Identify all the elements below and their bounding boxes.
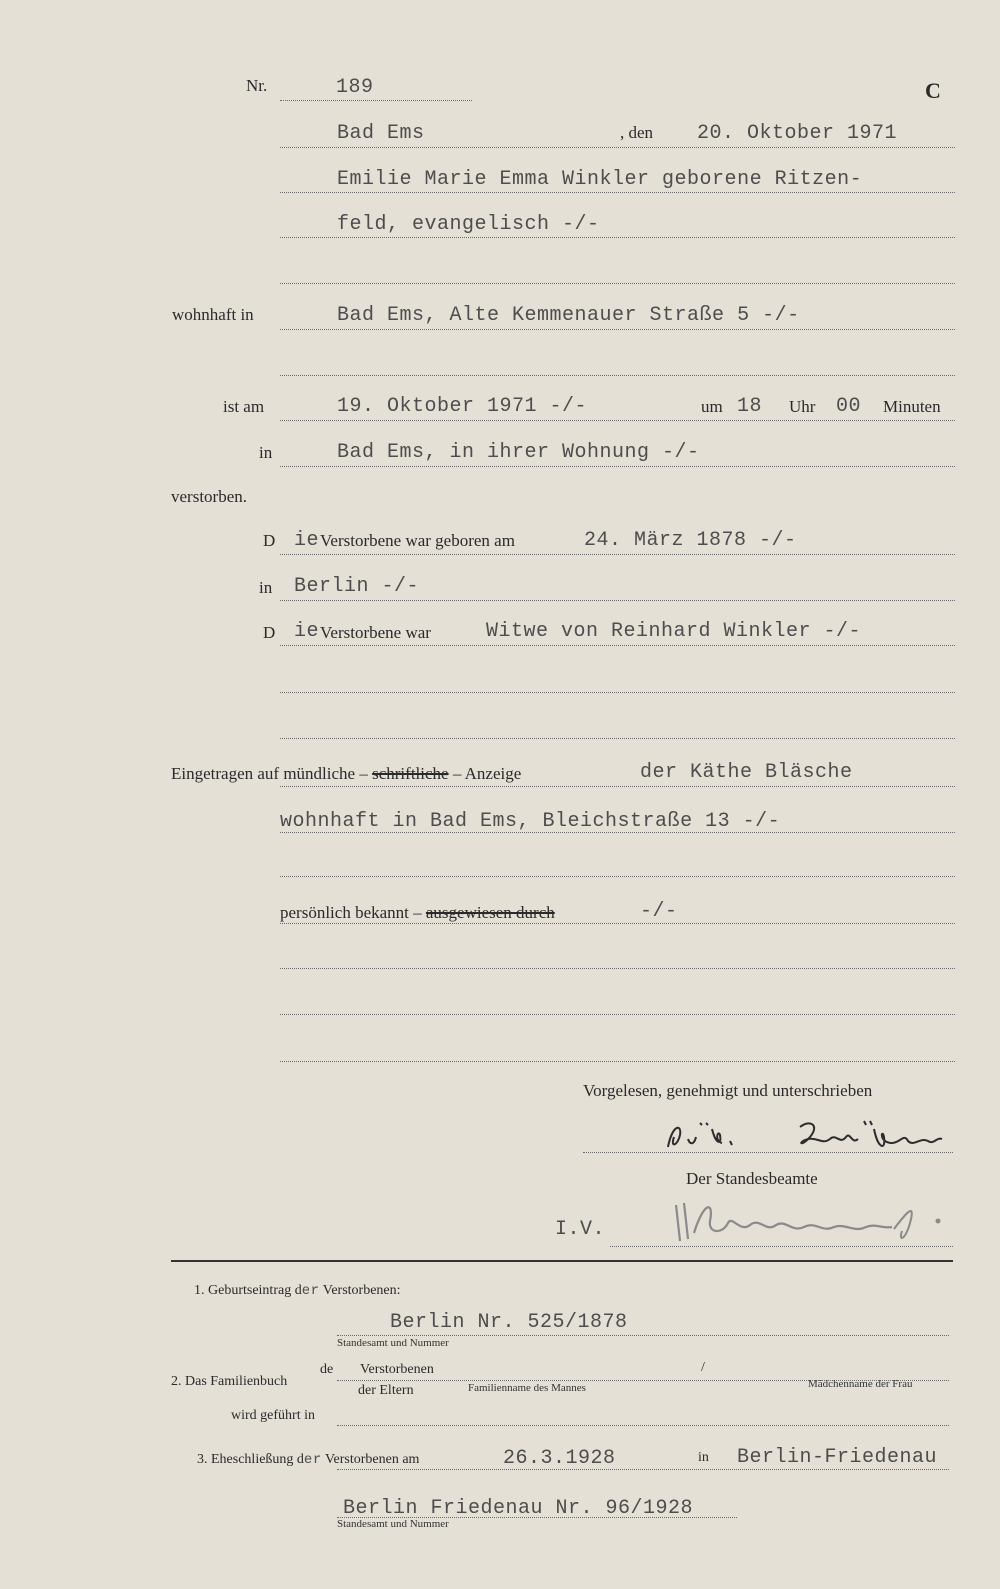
residence-label: wohnhaft in — [172, 305, 254, 324]
marriage-date: 26.3.1928 — [503, 1447, 616, 1470]
marriage-registry-entry: Berlin Friedenau Nr. 96/1928 — [343, 1497, 694, 1520]
signature-line-1 — [583, 1152, 953, 1153]
death-place: Bad Ems, in ihrer Wohnung -/- — [337, 441, 700, 464]
identity-line — [280, 923, 955, 924]
blank-line-7 — [280, 1014, 955, 1015]
death-hour: 18 — [737, 395, 763, 418]
section-divider — [171, 1260, 953, 1262]
birth-ie-typed: ie — [294, 529, 320, 552]
birth-date-line — [280, 554, 955, 555]
deceased-name-line2: feld, evangelisch -/- — [337, 213, 600, 236]
den-label: , den — [620, 123, 654, 142]
name-line2-rule — [280, 237, 955, 238]
death-minutes: 00 — [836, 395, 862, 418]
nr-label: Nr. — [246, 76, 268, 95]
birth-place-label: in — [259, 578, 273, 597]
birth-registry-entry: Berlin Nr. 525/1878 — [390, 1311, 628, 1334]
eingetragen-text: Eingetragen auf mündliche – — [171, 764, 368, 783]
death-place-line — [280, 466, 955, 467]
item3-suffix: Verstorbenen am — [321, 1452, 420, 1467]
deceased-residence: Bad Ems, Alte Kemmenauer Straße 5 -/- — [337, 304, 800, 327]
item3-label-text: 3. Eheschließung d — [197, 1452, 304, 1467]
vorgelesen-text: Vorgelesen, genehmigt und unterschrieben — [583, 1081, 873, 1100]
informant-line — [280, 786, 955, 787]
death-date-label: ist am — [223, 397, 265, 416]
item1-label-text: 1. Geburtseintrag d — [194, 1283, 302, 1298]
item3-label — [197, 1452, 419, 1468]
place-date-line — [280, 147, 955, 148]
item1-line — [337, 1335, 949, 1336]
marriage-place: Berlin-Friedenau — [737, 1446, 938, 1469]
item1-label — [194, 1283, 401, 1299]
maedchenname-caption: Mädchenname der Frau — [808, 1378, 913, 1390]
blank-line-6 — [280, 968, 955, 969]
birth-d-label: D — [263, 531, 276, 550]
informant-name: der Käthe Bläsche — [640, 761, 853, 784]
deceased-name-line1: Emilie Marie Emma Winkler geborene Ritzen- — [337, 168, 863, 191]
blank-line-8 — [280, 1061, 955, 1062]
informant-address-line — [280, 832, 955, 833]
familienname-caption: Familienname des Mannes — [468, 1382, 586, 1394]
birth-place: Berlin -/- — [294, 575, 420, 598]
informant-address: wohnhaft in Bad Ems, Bleichstraße 13 -/- — [280, 810, 781, 833]
item1-typed: er — [301, 1283, 320, 1299]
residence-line — [280, 329, 955, 330]
identity-text: persönlich bekannt – — [280, 903, 422, 922]
blank-line-3 — [280, 692, 955, 693]
status-line — [280, 645, 955, 646]
nr-line — [280, 100, 472, 101]
wird-gefuehrt-label: wird geführt in — [231, 1408, 315, 1423]
name-line1-rule — [280, 192, 955, 193]
status-label: Verstorbene war — [320, 623, 431, 642]
item2-location-line — [337, 1425, 949, 1426]
item3-line — [337, 1469, 949, 1470]
handwritten-signature-registrar — [670, 1193, 950, 1248]
blank-line-5 — [280, 876, 955, 877]
item2-de: de — [320, 1362, 334, 1377]
handwritten-signature-informant — [660, 1115, 950, 1160]
struck-schriftliche: schriftliche — [372, 764, 449, 783]
form-letter: C — [925, 78, 941, 103]
uhr-label: Uhr — [789, 397, 816, 416]
status-ie-typed: ie — [294, 620, 320, 643]
eingetragen-label — [171, 764, 521, 784]
standesbeamte-label: Der Standesbeamte — [686, 1169, 818, 1188]
death-date-line — [280, 420, 955, 421]
iv-label: I.V. — [555, 1218, 606, 1241]
death-place-label: in — [259, 443, 273, 462]
record-number: 189 — [336, 76, 374, 99]
blank-line-2 — [280, 375, 955, 376]
status-d-label: D — [263, 623, 276, 642]
verstorben-label: verstorben. — [171, 487, 248, 506]
blank-line-4 — [280, 738, 955, 739]
death-date: 19. Oktober 1971 -/- — [337, 395, 588, 418]
standesamt-nummer-caption-2: Standesamt und Nummer — [337, 1518, 449, 1530]
birth-label: Verstorbene war geboren am — [320, 531, 515, 550]
registry-date: 20. Oktober 1971 — [697, 122, 898, 145]
item3-in-label: in — [698, 1450, 709, 1465]
item1-suffix: Verstorbenen: — [319, 1283, 401, 1298]
item2-verstorbenen: Verstorbenen — [360, 1362, 434, 1377]
anzeige-text: – Anzeige — [452, 764, 522, 783]
um-label: um — [701, 397, 723, 416]
identity-value: -/- — [640, 900, 678, 923]
struck-ausgewiesen: ausgewiesen durch — [425, 903, 555, 922]
item2-eltern: der Eltern — [358, 1383, 414, 1398]
registry-place: Bad Ems — [337, 122, 425, 145]
signature-line-2 — [610, 1246, 953, 1247]
identity-label — [280, 903, 555, 923]
item3-typed: er — [303, 1452, 322, 1468]
item2-label: 2. Das Familienbuch — [171, 1374, 288, 1389]
marital-status: Witwe von Reinhard Winkler -/- — [486, 620, 862, 643]
item2-slash: / — [701, 1360, 705, 1375]
blank-line-1 — [280, 283, 955, 284]
minuten-label: Minuten — [883, 397, 941, 416]
birth-place-line — [280, 600, 955, 601]
standesamt-nummer-caption-1: Standesamt und Nummer — [337, 1337, 449, 1349]
birth-date: 24. März 1878 -/- — [584, 529, 797, 552]
